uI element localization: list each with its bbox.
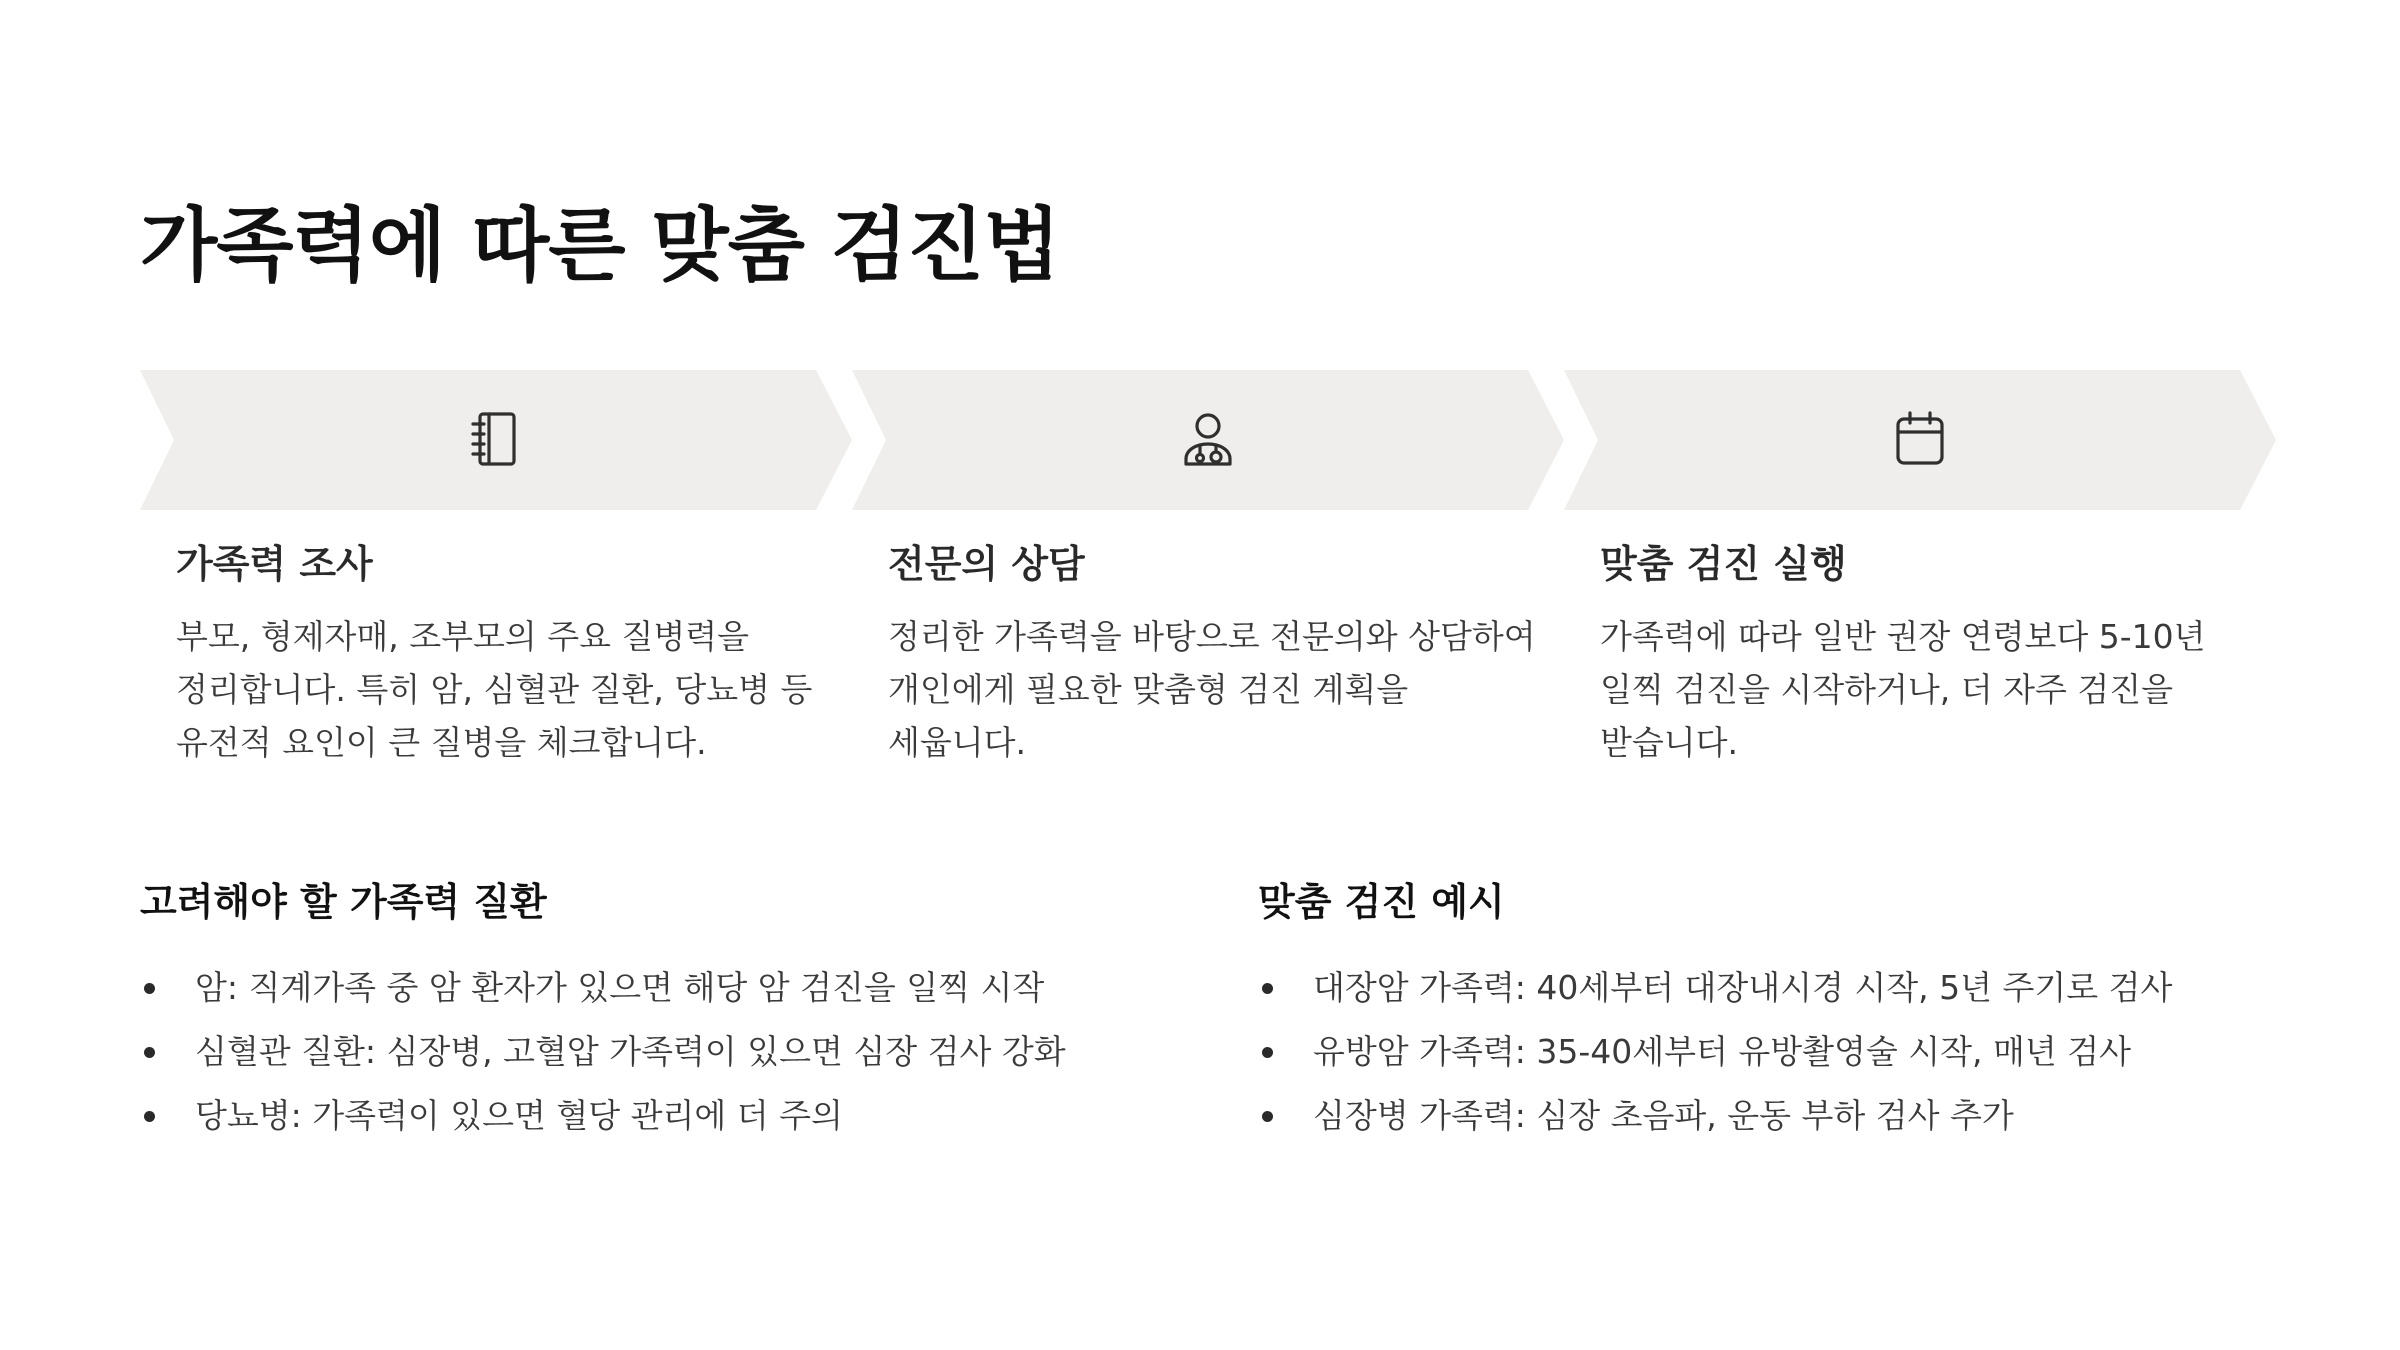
doctor-icon bbox=[1170, 402, 1246, 478]
step-description: 정리한 가족력을 바탕으로 전문의와 상담하여 개인에게 필요한 맞춤형 검진 계획을 세웁니다. bbox=[888, 617, 1536, 762]
list-item bbox=[140, 956, 1200, 1020]
calendar-icon bbox=[1882, 402, 1958, 478]
bullet-dot bbox=[1262, 1111, 1273, 1122]
process-chevron-1 bbox=[140, 370, 852, 510]
list-item-text: 대장암 가족력: 40세부터 대장내시경 시작, 5년 주기로 검사 bbox=[1313, 968, 2173, 1007]
process-chevron-3 bbox=[1564, 370, 2276, 510]
step-title: 가족력 조사 bbox=[176, 542, 373, 586]
diseases-list bbox=[140, 956, 1200, 1148]
step-1 bbox=[176, 532, 836, 769]
list-item bbox=[1258, 956, 2318, 1020]
step-title: 맞춤 검진 실행 bbox=[1600, 542, 1847, 586]
list-item bbox=[140, 1084, 1200, 1148]
diseases-title: 고려해야 할 가족력 질환 bbox=[140, 880, 547, 924]
process-chevron-2 bbox=[852, 370, 1564, 510]
step-description: 가족력에 따라 일반 권장 연령보다 5-10년 일찍 검진을 시작하거나, 더 자주 검진을 받습니다. bbox=[1600, 617, 2206, 762]
list-item-text: 당뇨병: 가족력이 있으면 혈당 관리에 더 주의 bbox=[195, 1096, 843, 1135]
step-2 bbox=[888, 532, 1548, 769]
examples-list bbox=[1258, 956, 2318, 1148]
list-item-text: 암: 직계가족 중 암 환자가 있으면 해당 암 검진을 일찍 시작 bbox=[195, 968, 1045, 1007]
notebook-icon bbox=[458, 402, 534, 478]
list-item-text: 심혈관 질환: 심장병, 고혈압 가족력이 있으면 심장 검사 강화 bbox=[195, 1032, 1066, 1071]
list-item bbox=[140, 1020, 1200, 1084]
diseases-section bbox=[140, 870, 1200, 1148]
page-title: 가족력에 따른 맞춤 검진법 bbox=[140, 199, 1060, 292]
bullet-dot bbox=[144, 1047, 155, 1058]
examples-section bbox=[1258, 870, 2318, 1148]
step-title: 전문의 상담 bbox=[888, 542, 1085, 586]
bullet-dot bbox=[144, 983, 155, 994]
bullet-dot bbox=[144, 1111, 155, 1122]
list-item-text: 심장병 가족력: 심장 초음파, 운동 부하 검사 추가 bbox=[1313, 1096, 2014, 1135]
list-item bbox=[1258, 1084, 2318, 1148]
step-3 bbox=[1600, 532, 2260, 769]
bullet-dot bbox=[1262, 983, 1273, 994]
bullet-dot bbox=[1262, 1047, 1273, 1058]
list-item-text: 유방암 가족력: 35-40세부터 유방촬영술 시작, 매년 검사 bbox=[1313, 1032, 2131, 1071]
list-item bbox=[1258, 1020, 2318, 1084]
examples-title: 맞춤 검진 예시 bbox=[1258, 880, 1505, 924]
step-description: 부모, 형제자매, 조부모의 주요 질병력을 정리합니다. 특히 암, 심혈관 질환, 당뇨병 등 유전적 요인이 큰 질병을 체크합니다. bbox=[176, 617, 813, 762]
